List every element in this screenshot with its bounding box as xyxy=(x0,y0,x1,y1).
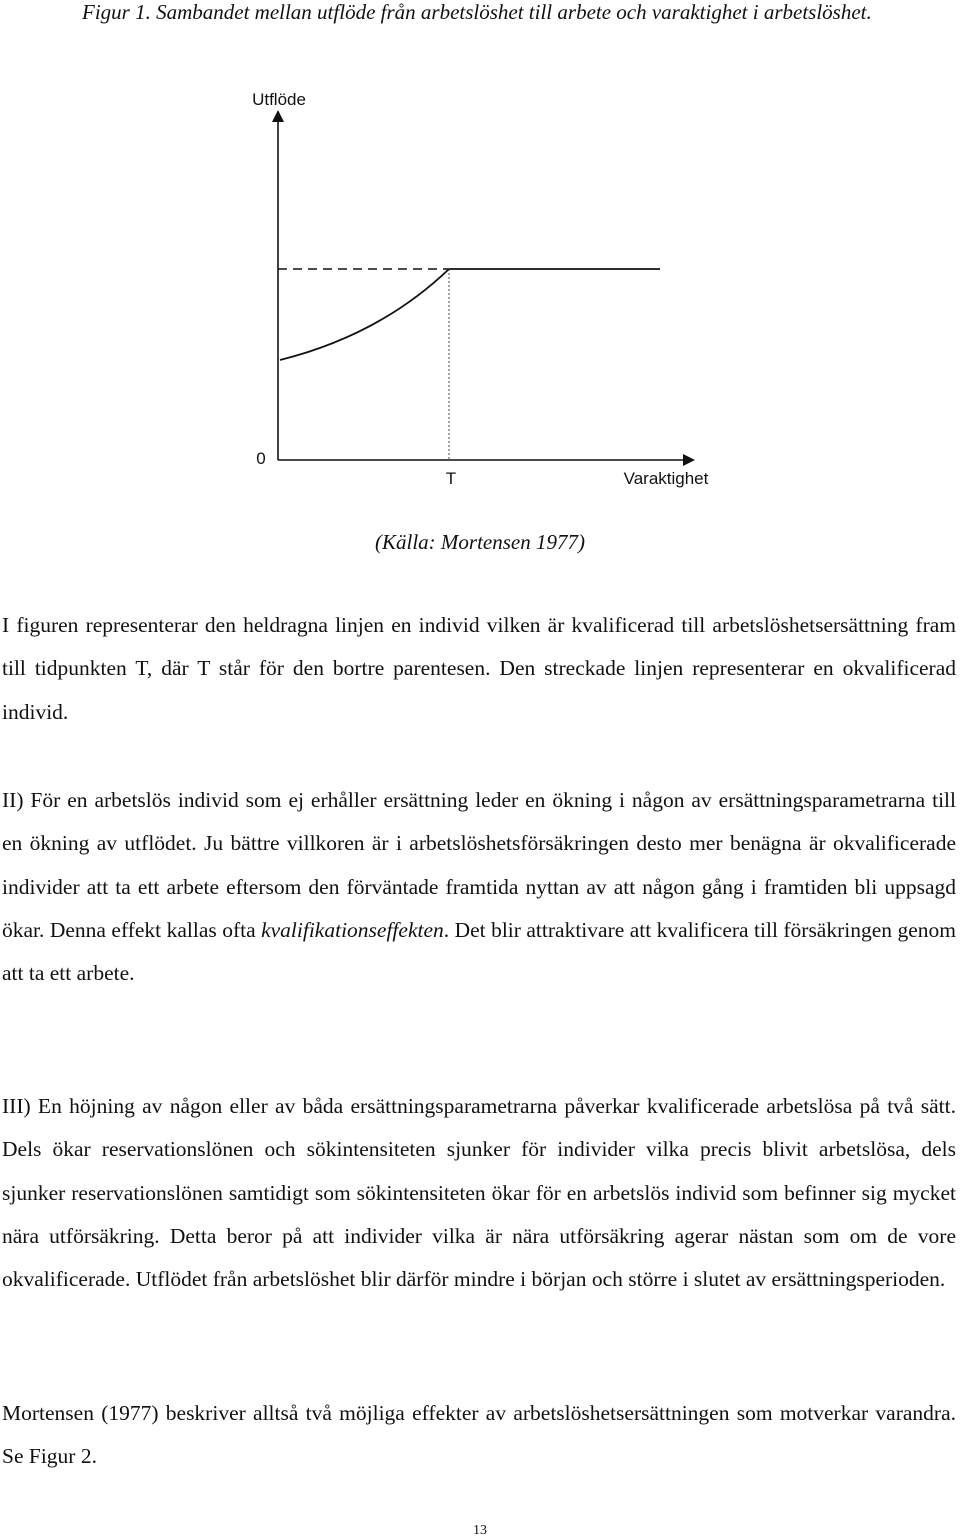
y-axis-label: Utflöde xyxy=(252,90,306,109)
paragraph-2-part-a: II) För en arbetslös individ som ej erhåller ersättning leder en ökning i någon av ersättningsparametrarna till en ökning av utflödet. Ju bättre villkoren är i arbetslöshetsförsäkringen desto mer benägna är okvalificerade individer att ta ett arbete eftersom den förväntade framtida nyttan av att någon gång i framtiden bli uppsagd ökar. Denna effekt kallas ofta xyxy=(2,788,956,942)
x-axis-label: Varaktighet xyxy=(623,469,709,488)
paragraph-2-emphasis: kvalifikationseffekten xyxy=(261,917,444,942)
origin-label: 0 xyxy=(256,449,266,468)
page-number: 13 xyxy=(473,1523,487,1538)
paragraph-2 xyxy=(2,779,956,995)
paragraph-2-part-b: . Det blir attraktivare att kvalificera till försäkringen genom att ta ett arbete. xyxy=(2,917,956,986)
paragraph-4: Mortensen (1977) beskriver alltså två möjliga effekter av arbetslöshetsersättningen som motverkar varandra. Se Figur 2. xyxy=(2,1401,956,1469)
paragraph-3: III) En höjning av någon eller av båda ersättningsparametrarna påverkar kvalificerade arbetslösa på två sätt. Dels ökar reservationslönen och sökintensiteten sjunker för individer vilka precis blivit arbetslösa, dels sjunker reservationslönen samtidigt som sökintensiteten ökar för en arbetslös individ som befinner sig mycket nära utförsäkring. Detta beror på att individer vilka är nära utförsäkring agerar nästan som om de vore okvalificerade. Utflödet från arbetslöshet blir därför mindre i början och större i slutet av ersättningsperioden. xyxy=(2,1094,956,1292)
figure-source: (Källa: Mortensen 1977) xyxy=(375,530,585,554)
figure-caption: Figur 1. Sambandet mellan utflöde från arbetslöshet till arbete och varaktighet i arbetslöshet. xyxy=(82,0,872,24)
solid-curve-qualified xyxy=(280,269,449,360)
figure-1-chart xyxy=(0,0,960,500)
paragraph-1: I figuren representerar den heldragna linjen en individ vilken är kvalificerad till arbetslöshetsersättning fram till tidpunkten T, där T står för den bortre parentesen. Den streckade linjen representerar en okvalificerad individ. xyxy=(2,613,956,724)
t-label: T xyxy=(445,469,457,488)
